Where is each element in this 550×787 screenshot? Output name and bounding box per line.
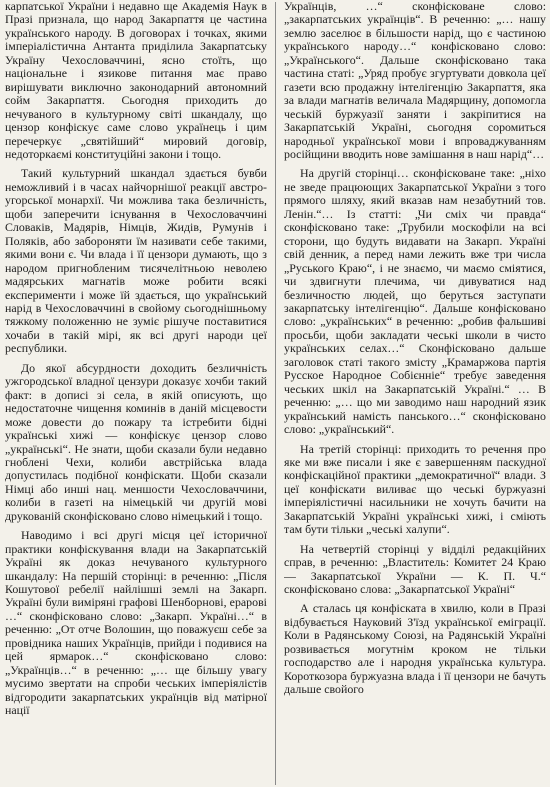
paragraph: Такий культурний шкандал здається бувби неможливий і в часах найчорнішої реакції австро-угорської монархії. Чи можлива така безличність, щоби заперечити існування в Чехословаччині Словаків, Мадярів, Німців, Жидів, Румунів і Поляків, або забороняти їм називати себе такими, якими вони є. Чи влада і її цензори думають, що з народом пригнобленим тисячелітньою неволею мадярських магнатів може робити всякі експерименти і може їй здається, що український нарід в Чехословаччині в свойому сьогоднішньому тяжкому положенню не зуміє рішуче поставитися хочаби в такій мірі, як всі другі народи цеї республики. [5,166,267,356]
left-column [5,0,267,787]
paragraph: На третій сторінці: приходить то речення про яке ми вже писали і яке є завершенням паскудної конфіскаційної практики „демократичної“ влади. З цеї конфіскати виливає що чеські буржуазні імперіялістичні насильники не хочуть бачити на Закарпатській Україні українські хижі, і сміють там бути тільки „чеські халупи“. [284,441,546,537]
paragraph: На четвертій сторінці у відділі редакційних справ, в реченню: „Властитель: Комитет 24 Краю — Закарпатської України — К. П. Ч.“ сконфісковано слова: „Закарпатської Україні“ [284,541,546,597]
paragraph: Українців, …“ сконфісковане слово: „закарпатських українців“. В реченню: „… нашу землю заселює в більшости нарід, що є частиною українського народу…“ конфісковано слово: „Українського“. Дальше сконфісковано така частина статі: „Уряд пробує згуртувати довкола цеї газети всю продажну інтелігенцію Закарпаття, яка за влади магнатів величала Мадярщину, допомогла чеській буржуазії заняти і закріпитися на Закарпатській Україні, сьогодня соромиться народньої української мови і впроваджуванням російщини вводить нове замішання в наш нарід“… [284,0,546,161]
paragraph: А сталась ця конфіската в хвилю, коли в Празі відбувається Науковий З'їзд української еміграції. Коли в Радянському Союзі, на Радянській Україні розвивається могутнім кроком не тільки господарство але і народня українська культура. Короткозора буржуазна влада і її цензори не бачуть дальше свойого [284,601,546,697]
right-column [284,0,546,787]
paragraph: До якої абсурдности доходить безличність ужгородської владної цензури доказує хочби такий факт: в дописі зі села, в якій описують, що недостаточне чищення коминів в даній місцевости може довести до пожару та істребити бідні українські хижі — конфіскує цензор слово „українські“. Не знати, щоби сказали були недавно гноблені Чехи, колиби австрійська влада допустилась подібної конфіскати. Щоби сказали Німці або инші нац. меншости Чехословаччини, колиби в газеті на німецькій чи другій мові друкованій сконфісковано слово німецький і тощо. [5,360,267,523]
paragraph: На другій сторінці… сконфісковане таке: „ніхо не зведе працюющих Закарпатської України з того прямого шляху, який вказав нам незабутний тов. Ленін.“… Із статті: „Чи сміх чи правда“ сконфісковано таке: „Трубили москофіли на всі сторони, що будуть видавати на Закарп. Україні свій денник, а перед нами лежить вже три числа „Руського Краю“, і не знаємо, чи маємо сміятися, чи здвигнути плечима, чи дивуватися над безличностю людей, що беруться заступати закарпатську інтелігенцію“. Дальше конфісковано слово: „українських“ в реченню: „робив фальшиві просьби, щоби закладати чеські школи в чисто українських селах…“ Сконфісковано дальше заголовок статі такого змісту „Крамаржова партія Русское Народное Собієнніе“ требує заведення чеських шкіл на Закарпатській Україні.“ … В реченню: „… що ми заводимо наш народний язик український намість панського…“ сконфісковано слово: „український“. [284,166,546,437]
paragraph: Наводимо і всі другі місця цеї історичної практики конфіскування влади на Закарпатській Україні як доказ нечуваного культурного шкандалу: На першій сторінці: в реченню: „Після Кошутової ребелії найлішші землі на Закарп. Україні були виміряні графові Шенборнові, ерарові …“ сконфісковано слово: „Закарп. Україні…“ в реченню: „От отче Волошин, що поважуєш себе за провідника наших Українців, прийди і подивися на цей ярмарок…“ сконфісковано слово: „Українців…“ в реченню: „… ще більшу увагу мусимо звертати на спроби чеських імперіялістів відгородити закарпатських українців від матірної нації [5,528,267,718]
column-divider [275,2,276,785]
paragraph: карпатської України і недавно ще Академія Наук в Празі признала, що народ Закарпаття це частина українського народу. В договорах і точках, якими імперіалістична Антанта приділила Закарпатську Україну Чехословаччині, ясно стоїть, що національне і язикове питання має право вирішувати виключно законодарний автономний сойм Закарпаття. Сьогодня приходить до нечуваного в культурному світі шкандалу, що цензор конфіскує саме слово українець і цим перечеркує „святійший“ мировий договір, недоторкаємі конституційні закони і тощо. [5,0,267,161]
